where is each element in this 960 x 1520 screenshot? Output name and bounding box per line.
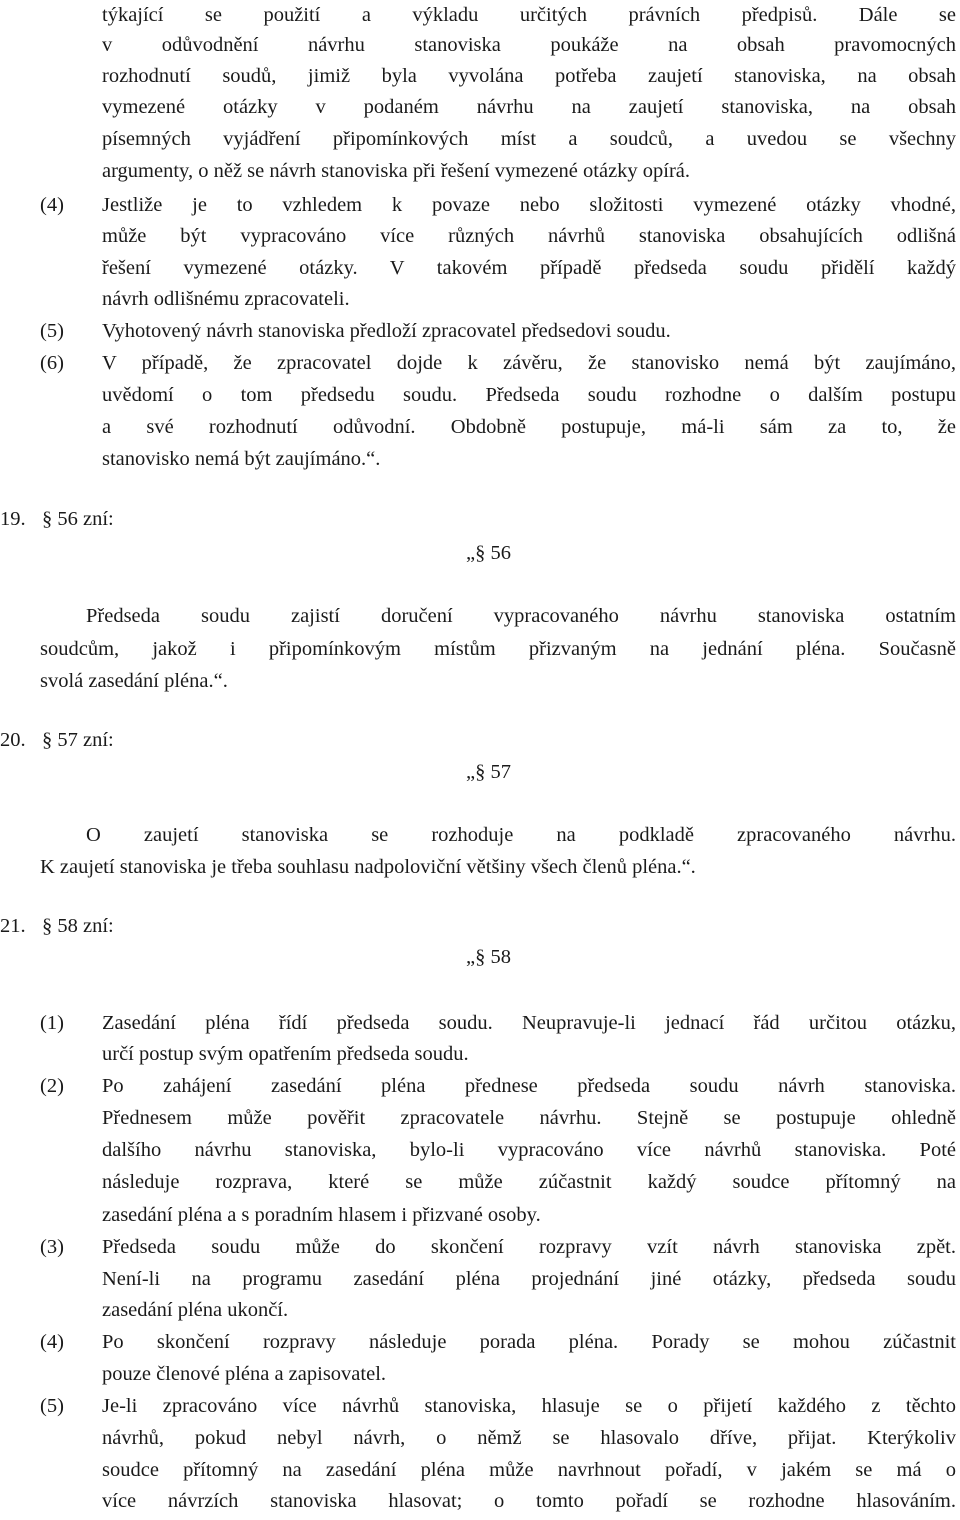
paragraph-number: (2) — [40, 1075, 64, 1097]
paragraph-number: (4) — [40, 1331, 64, 1353]
text-line: rozhodnutí soudů, jimiž byla vyvolána potřeba zaujetí stanoviska, na obsah — [102, 65, 956, 87]
paragraph-number: (5) — [40, 1395, 64, 1417]
paragraph-number: (5) — [40, 320, 64, 342]
text-line: a své rozhodnutí odůvodní. Obdobně postupuje, má-li sám za to, že — [102, 416, 956, 438]
text-line: Předseda soudu může do skončení rozpravy vzít návrh stanoviska zpět. — [102, 1236, 956, 1258]
text-line: Vyhotovený návrh stanoviska předloží zpracovatel předsedovi soudu. — [102, 320, 671, 342]
text-line: vymezené otázky v podaném návrhu na zaujetí stanoviska, na obsah — [102, 96, 956, 118]
text-line: písemných vyjádření připomínkových míst a soudců, a uvedou se všechny — [102, 128, 956, 150]
text-line: Není-li na programu zasedání pléna projednání jiné otázky, předseda soudu — [102, 1268, 956, 1290]
text-line: určí postup svým opatřením předseda soudu. — [102, 1043, 469, 1065]
text-line: Přednesem může pověřit zpracovatele návrhu. Stejně se postupuje ohledně — [102, 1107, 956, 1129]
text-line: v odůvodnění návrhu stanoviska poukáže na obsah pravomocných — [102, 34, 956, 56]
paragraph-number: (3) — [40, 1236, 64, 1258]
paragraph-number: (6) — [40, 352, 64, 374]
section-heading: „§ 57 — [466, 761, 511, 783]
text-line: soudce přítomný na zasedání pléna může navrhnout pořadí, v jakém se má o — [102, 1459, 956, 1481]
text-line: zasedání pléna a s poradním hlasem i přizvané osoby. — [102, 1204, 541, 1226]
text-line: Zasedání pléna řídí předseda soudu. Neupravuje-li jednací řád určitou otázku, — [102, 1012, 956, 1034]
text-line: K zaujetí stanoviska je třeba souhlasu nadpoloviční většiny všech členů pléna.“. — [40, 856, 696, 878]
text-line: návrhů, pokud nebyl návrh, o němž se hlasovalo dříve, přijat. Kterýkoliv — [102, 1427, 956, 1449]
text-line: následuje rozprava, které se může zúčastnit každý soudce přítomný na — [102, 1171, 956, 1193]
text-line: argumenty, o něž se návrh stanoviska při řešení vymezené otázky opírá. — [102, 160, 691, 182]
text-line: stanovisko nemá být zaujímáno.“. — [102, 448, 381, 470]
text-line: pouze členové pléna a zapisovatel. — [102, 1363, 387, 1385]
text-line: svolá zasedání pléna.“. — [40, 670, 228, 692]
text-line: může být vypracováno více různých návrhů stanoviska obsahujících odlišná — [102, 225, 956, 247]
item-number: 21. — [0, 915, 26, 937]
text-line: Po skončení rozpravy následuje porada pléna. Porady se mohou zúčastnit — [102, 1331, 956, 1353]
text-line: řešení vymezené otázky. V takovém případě předseda soudu přidělí každý — [102, 257, 956, 279]
text-line: Jestliže je to vzhledem k povaze nebo složitosti vymezené otázky vhodné, — [102, 194, 956, 216]
text-line: V případě, že zpracovatel dojde k závěru, že stanovisko nemá být zaujímáno, — [102, 352, 956, 374]
section-heading: „§ 58 — [466, 946, 511, 968]
text-line: týkající se použití a výkladu určitých právních předpisů. Dále se — [102, 4, 956, 26]
item-number: 20. — [0, 729, 26, 751]
item-number: 19. — [0, 508, 26, 530]
text-line: Předseda soudu zajistí doručení vypracovaného návrhu stanoviska ostatním — [86, 605, 956, 627]
item-intro: § 56 zní: — [42, 508, 114, 530]
text-line: Po zahájení zasedání pléna přednese předseda soudu návrh stanoviska. — [102, 1075, 956, 1097]
text-line: Je-li zpracováno více návrhů stanoviska, hlasuje se o přijetí každého z těchto — [102, 1395, 956, 1417]
paragraph-number: (1) — [40, 1012, 64, 1034]
item-intro: § 58 zní: — [42, 915, 114, 937]
text-line: uvědomí o tom předsedu soudu. Předseda soudu rozhodne o dalším postupu — [102, 384, 956, 406]
text-line: dalšího návrhu stanoviska, bylo-li vypracováno více návrhů stanoviska. Poté — [102, 1139, 956, 1161]
item-intro: § 57 zní: — [42, 729, 114, 751]
text-line: zasedání pléna ukončí. — [102, 1299, 289, 1321]
section-heading: „§ 56 — [466, 542, 511, 564]
text-line: O zaujetí stanoviska se rozhoduje na podkladě zpracovaného návrhu. — [86, 824, 956, 846]
paragraph-number: (4) — [40, 194, 64, 216]
text-line: více návrzích stanoviska hlasovat; o tomto pořadí se rozhodne hlasováním. — [102, 1490, 956, 1512]
text-line: návrh odlišnému zpracovateli. — [102, 288, 350, 310]
text-line: soudcům, jakož i připomínkovým místům přizvaným na jednání pléna. Současně — [40, 638, 956, 660]
